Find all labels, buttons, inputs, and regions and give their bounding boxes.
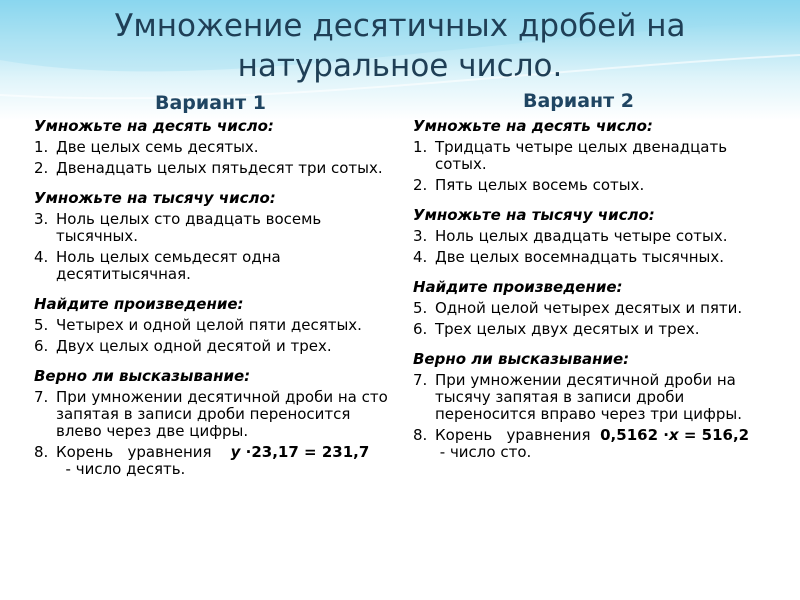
list-item: [34, 249, 394, 283]
item-text: Ноль целых семьдесят одна десятитысячная.: [56, 248, 281, 283]
variant-2-heading: Вариант 2: [523, 90, 635, 112]
list-item: [34, 338, 394, 355]
slide-title: [0, 6, 800, 86]
item-number: 3.: [413, 227, 428, 245]
equation-variable: y: [230, 443, 241, 461]
list-item: [413, 139, 773, 173]
list-item: [413, 300, 773, 317]
equation-prefix: Корень уравнения: [56, 443, 231, 461]
title-line-2: натуральное число.: [237, 48, 563, 84]
equation-body: = 516,2: [678, 426, 750, 444]
section: [34, 296, 394, 355]
section-heading: Найдите произведение:: [413, 278, 623, 296]
item-number: 1.: [34, 138, 49, 156]
item-text: Пять целых восемь сотых.: [435, 176, 645, 194]
list-item: [413, 249, 773, 266]
item-text: При умножении десятичной дроби на сто запятая в записи дроби переносится влево через две цифры.: [56, 388, 388, 440]
section: [413, 279, 773, 338]
equation: [600, 426, 749, 444]
item-number: 7.: [413, 371, 428, 389]
list-item: [34, 160, 394, 177]
item-text: [435, 427, 773, 461]
section: [413, 351, 773, 461]
item-text: Тридцать четыре целых двенадцать сотых.: [435, 138, 728, 173]
item-number: 1.: [413, 138, 428, 156]
item-number: 8.: [413, 426, 428, 444]
list-item: [34, 444, 394, 478]
list-item: [413, 228, 773, 245]
item-number: 6.: [34, 337, 49, 355]
item-text: [56, 444, 394, 478]
item-text: Двенадцать целых пятьдесят три сотых.: [56, 159, 383, 177]
equation-variable: x: [668, 426, 679, 444]
item-number: 4.: [413, 248, 428, 266]
item-text: Две целых восемнадцать тысячных.: [435, 248, 725, 266]
list-item: [413, 321, 773, 338]
variant-1-heading: Вариант 1: [155, 92, 267, 114]
list-item: [413, 177, 773, 194]
section: [413, 207, 773, 266]
item-text: Одной целой четырех десятых и пяти.: [435, 299, 743, 317]
item-number: 3.: [34, 210, 49, 228]
equation-suffix: - число сто.: [435, 443, 532, 461]
item-text: Ноль целых сто двадцать восемь тысячных.: [56, 210, 322, 245]
item-text: Ноль целых двадцать четыре сотых.: [435, 227, 728, 245]
section: [34, 118, 394, 177]
item-number: 5.: [413, 299, 428, 317]
title-line-1: Умножение десятичных дробей на: [114, 8, 686, 44]
item-number: 2.: [34, 159, 49, 177]
section-heading: Найдите произведение:: [34, 295, 244, 313]
item-number: 2.: [413, 176, 428, 194]
list-item: [34, 139, 394, 156]
item-number: 6.: [413, 320, 428, 338]
item-text: Две целых семь десятых.: [56, 138, 259, 156]
list-item: [34, 389, 394, 440]
item-text: Четырех и одной целой пяти десятых.: [56, 316, 362, 334]
section-heading: Умножьте на тысячу число:: [413, 206, 655, 224]
item-number: 8.: [34, 443, 49, 461]
item-text: Двух целых одной десятой и трех.: [56, 337, 332, 355]
section-heading: Верно ли высказывание:: [413, 350, 630, 368]
variant-2-column: [413, 118, 773, 474]
item-number: 7.: [34, 388, 49, 406]
section-heading: Умножьте на десять число:: [34, 117, 274, 135]
list-item: [34, 211, 394, 245]
item-text: При умножении десятичной дроби на тысячу запятая в записи дроби переносится вправо через три цифры.: [435, 371, 742, 423]
item-number: 4.: [34, 248, 49, 266]
section-heading: Умножьте на десять число:: [413, 117, 653, 135]
section: [34, 368, 394, 478]
equation-body: ·23,17 = 231,7: [240, 443, 370, 461]
section: [34, 190, 394, 283]
item-number: 5.: [34, 316, 49, 334]
equation: [231, 443, 370, 461]
list-item: [34, 317, 394, 334]
list-item: [413, 372, 773, 423]
section-heading: Верно ли высказывание:: [34, 367, 251, 385]
section-heading: Умножьте на тысячу число:: [34, 189, 276, 207]
equation-prefix: Корень уравнения: [435, 426, 601, 444]
section: [413, 118, 773, 194]
list-item: [413, 427, 773, 461]
item-text: Трех целых двух десятых и трех.: [435, 320, 700, 338]
variant-1-column: [34, 118, 394, 491]
equation-number: 0,5162 ·: [600, 426, 669, 444]
equation-suffix: - число десять.: [56, 460, 186, 478]
